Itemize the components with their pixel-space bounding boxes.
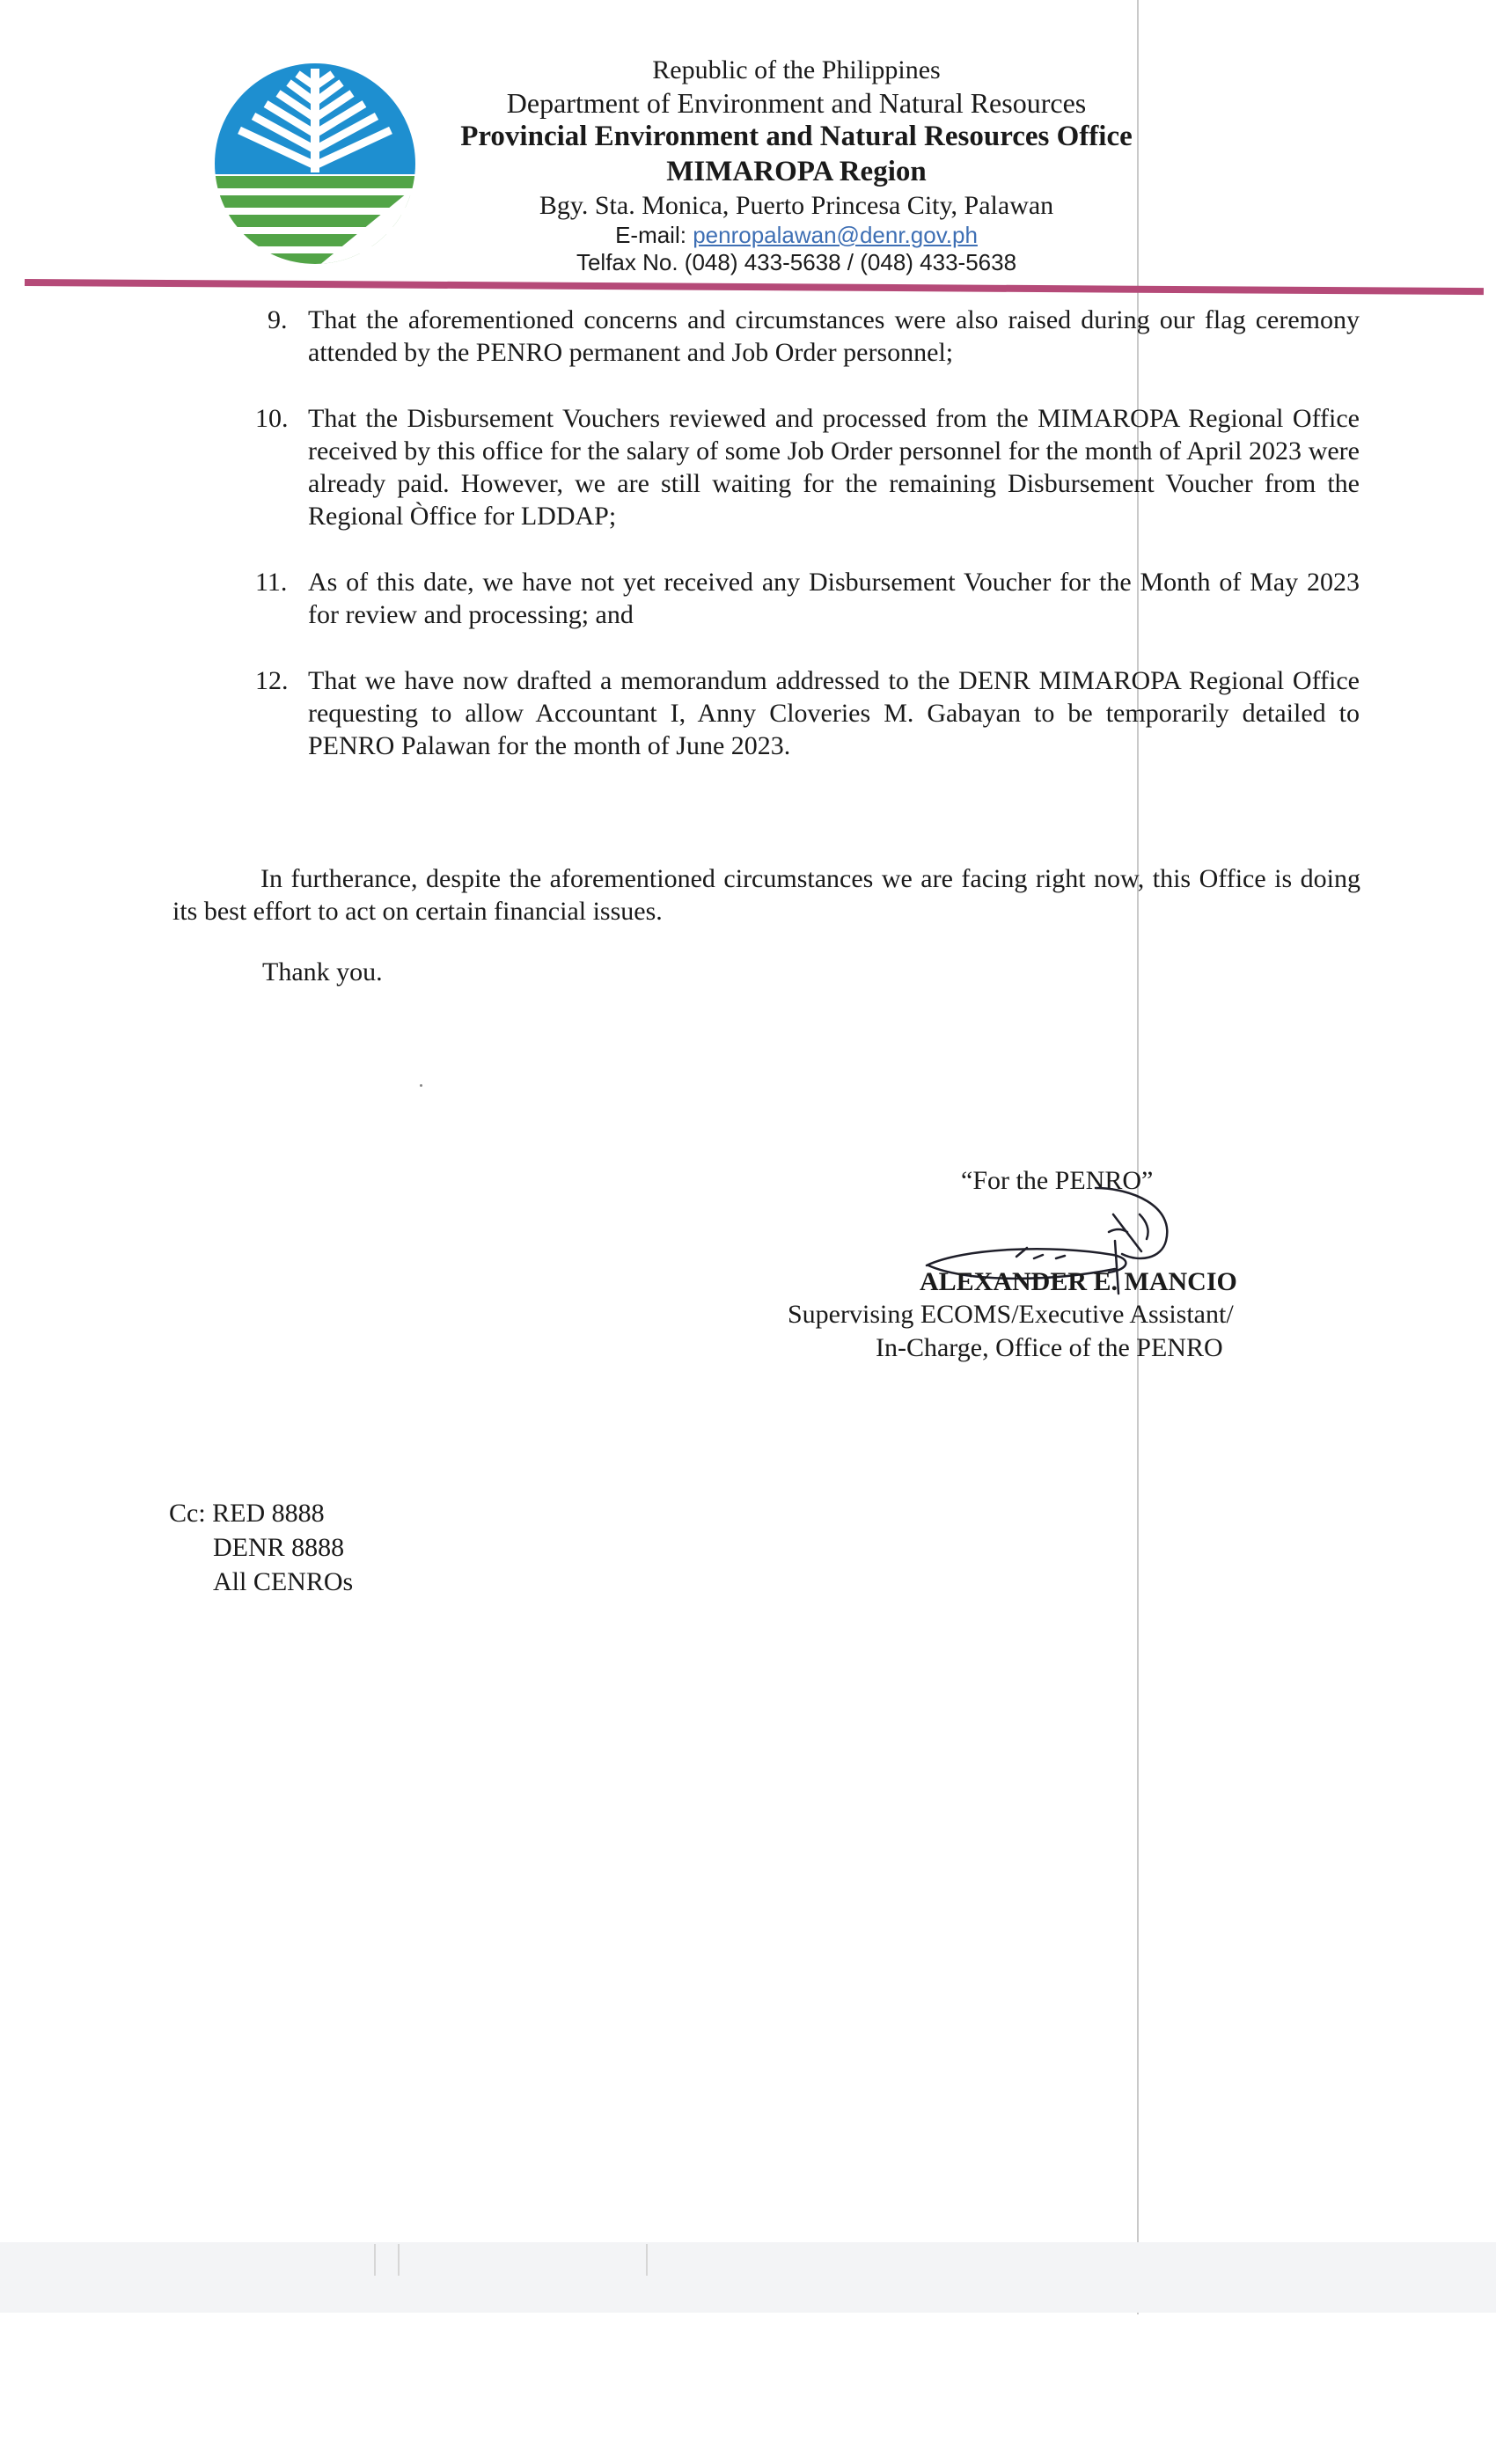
list-item <box>255 566 1360 631</box>
list-item-number: 9. <box>268 305 288 334</box>
signer-name: ALEXANDER E. MANCIO <box>920 1267 1237 1296</box>
list-item-text: As of this date, we have not yet received any Disbursement Voucher for the Month of May 2023 for review and processing; and <box>308 568 1360 629</box>
scan-tick <box>646 2244 648 2276</box>
office-line: Provincial Environment and Natural Resources Office <box>460 121 1133 153</box>
republic-line: Republic of the Philippines <box>652 55 941 84</box>
list-item <box>255 304 1360 369</box>
letterhead <box>414 55 1179 276</box>
list-item <box>255 664 1360 762</box>
list-item-text: That we have now drafted a memorandum addressed to the DENR MIMAROPA Regional Office requesting to allow Accountant I, Anny Cloveries M. Gabayan to be temporarily detailed to PENRO Palawan for the month of June 2023. <box>308 666 1360 760</box>
telfax-line: Telfax No. (048) 433-5638 / (048) 433-5638 <box>576 248 1017 275</box>
email-link[interactable]: penropalawan@denr.gov.ph <box>693 221 978 248</box>
list-item-number: 10. <box>255 404 289 433</box>
cc-line-2: DENR 8888 <box>213 1533 345 1562</box>
list-item-number: 12. <box>255 666 289 695</box>
for-penro-line: “For the PENRO” <box>961 1166 1154 1195</box>
scan-tick <box>398 2244 400 2276</box>
signer-title-line-2: In-Charge, Office of the PENRO <box>876 1333 1223 1362</box>
denr-logo-icon <box>213 62 417 266</box>
list-item-number: 11. <box>255 568 288 597</box>
email-label: E-mail: <box>615 221 686 248</box>
cc-block <box>169 1496 353 1599</box>
scan-tick <box>374 2244 376 2276</box>
email-line <box>414 222 1179 249</box>
header-divider <box>25 279 1484 295</box>
scan-bottom-band <box>0 2242 1496 2313</box>
thanks-line: Thank you. <box>262 957 383 986</box>
address-line: Bgy. Sta. Monica, Puerto Princesa City, Palawan <box>539 190 1054 220</box>
region-line: MIMAROPA Region <box>666 155 927 187</box>
department-line: Department of Environment and Natural Resources <box>506 87 1087 119</box>
list-item-text: That the aforementioned concerns and circumstances were also raised during our flag ceremony attended by the PENRO permanent and Job Order personnel; <box>308 305 1360 367</box>
list-item <box>255 402 1360 532</box>
signer-title-line-1: Supervising ECOMS/Executive Assistant/ <box>788 1300 1234 1329</box>
list-item-text: That the Disbursement Vouchers reviewed and processed from the MIMAROPA Regional Office received by this office for the salary of some Job Order personnel for the month of April 2023 were already paid. However, we are still waiting for the remaining Disbursement Voucher from the Regional Òffice for LDDAP; <box>308 404 1360 531</box>
closing-paragraph: In furtherance, despite the aforementioned circumstances we are facing right now, this Office is doing its best effort to act on certain financial issues. <box>172 864 1360 926</box>
numbered-list <box>255 304 1360 796</box>
cc-line-3: All CENROs <box>213 1567 354 1596</box>
cc-line-1: Cc: RED 8888 <box>169 1499 325 1528</box>
scan-speck <box>420 1084 422 1087</box>
